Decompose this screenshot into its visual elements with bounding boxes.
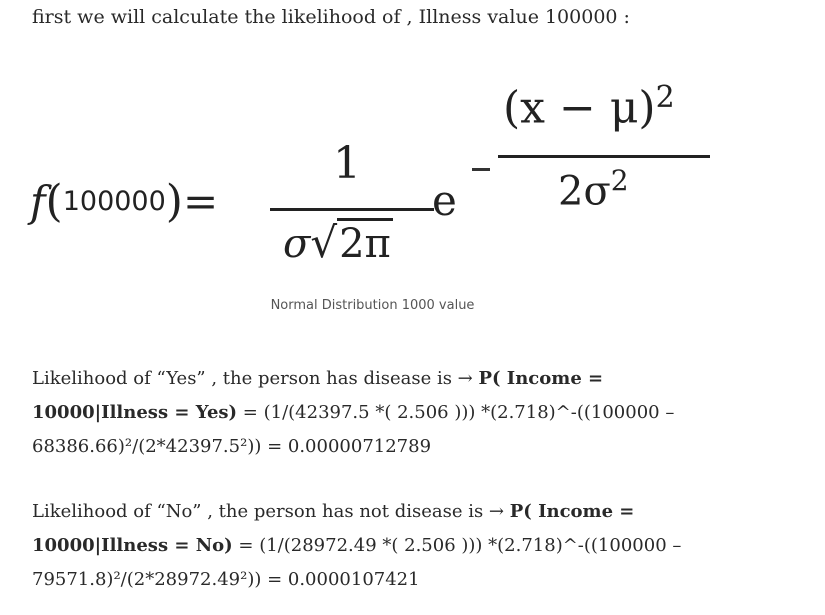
formula-function-name: f [30,177,46,226]
no-line-1-text: Likelihood of “No” , the person has not disease is → [32,501,510,522]
intro-text: first we will calculate the likelihood of , Illness value 100000 : [32,6,630,28]
formula-argument: 100000 [62,186,166,217]
formula-caption: Normal Distribution 1000 value [270,298,475,313]
exponent-numerator-power: 2 [655,80,675,115]
yes-line-2 [32,396,792,430]
no-line-3: 79571.8)²/(2*28972.49²)) = 0.0000107421 [32,569,420,590]
no-line-2-text: = (1/(28972.49 *( 2.506 ))) *(2.718)^-((100000 – [232,535,682,556]
yes-line-3: 68386.66)²/(2*42397.5²)) = 0.00000712789 [32,436,432,457]
yes-line-2-text: = (1/(42397.5 *( 2.506 ))) *(2.718)^-((100000 – [237,402,675,423]
exponent-denominator [558,164,629,214]
exponent-minus-sign [472,168,490,171]
yes-line-1 [32,362,792,396]
exponent-numerator [503,80,675,134]
likelihood-no-paragraph [32,495,792,597]
euler-e-symbol: e [432,176,457,225]
exponent-numerator-expression: (x − μ) [503,82,656,134]
exponent-fraction-bar [498,155,710,158]
coefficient-fraction-bar [270,208,434,211]
exponent-denominator-expression: 2σ [558,168,611,215]
exponent-denominator-power: 2 [610,164,629,197]
yes-line-2-bold: 10000|Illness = Yes) [32,402,238,423]
sqrt-symbol: √ [310,218,338,267]
coefficient-denominator [283,218,393,267]
yes-line-1-text: Likelihood of “Yes” , the person has disease is → [32,368,479,389]
formula-equals: = [182,177,219,226]
sigma-symbol: σ [283,221,311,267]
radicand: 2π [337,218,393,267]
no-line-2-bold: 10000|Illness = No) [32,535,233,556]
likelihood-yes-paragraph [32,362,792,464]
no-line-2 [32,529,792,563]
no-line-1-bold: P( Income = [509,501,635,522]
yes-line-1-bold: P( Income = [478,368,604,389]
no-line-1 [32,495,792,529]
formula-lhs: f(100000)= [30,176,219,227]
coefficient-numerator: 1 [333,138,361,189]
